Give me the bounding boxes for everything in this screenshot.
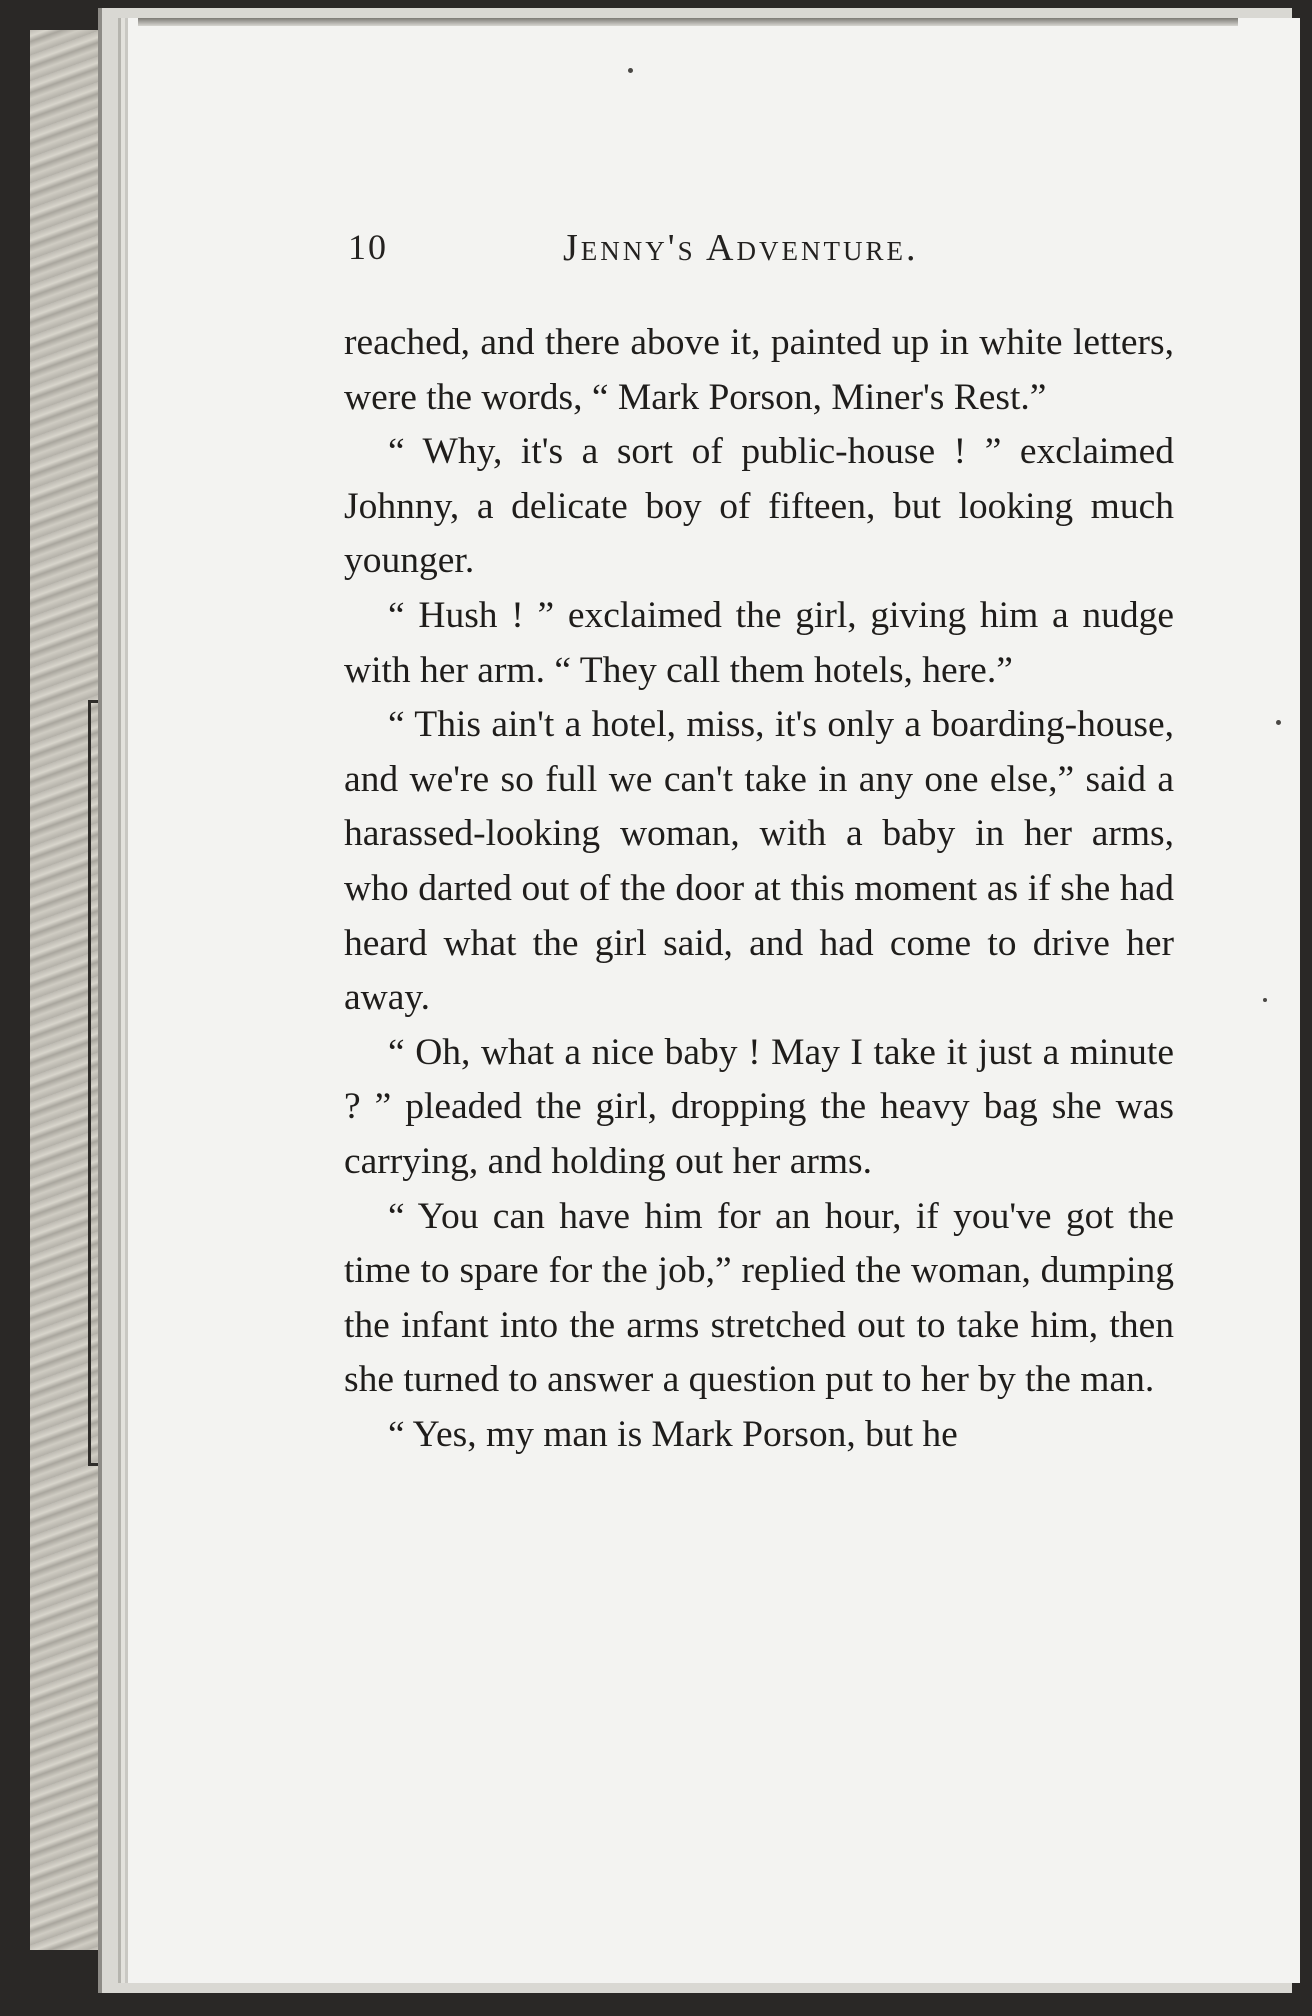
paragraph: “ Yes, my man is Mark Porson, but he (388, 1413, 958, 1455)
page-top-shadow (138, 18, 1238, 26)
running-title: Jenny's Adventure. (563, 227, 919, 269)
body-text (344, 316, 1174, 1462)
book-page (128, 18, 1300, 1983)
paragraph: “ You can have him for an hour, if you've got the time to spare for the job,” replied the woman, dumping the infant into the arms stretched out to take him, then she turned to answer a question put to her by the man. (344, 1195, 1174, 1401)
paragraph: “ Oh, what a nice baby ! May I take it just a minute ? ” pleaded the girl, dropping the heavy bag she was carrying, and holding out her arms. (344, 1031, 1174, 1182)
running-header (348, 226, 1148, 286)
dust-speck (1263, 998, 1267, 1002)
paragraph: reached, and there above it, painted up in white letters, were the words, “ Mark Porson, Miner's Rest.” (344, 322, 1174, 418)
dust-speck (1276, 720, 1281, 725)
page-number: 10 (348, 227, 388, 267)
paragraph: “ This ain't a hotel, miss, it's only a boarding-house, and we're so full we can't take in any one else,” said a harassed-looking woman, with a baby in her arms, who darted out of the door at this moment as if she had heard what the girl said, and had come to drive her away. (344, 704, 1174, 1019)
paragraph: “ Why, it's a sort of public-house ! ” exclaimed Johnny, a delicate boy of fifteen, but looking much younger. (344, 431, 1174, 582)
dust-speck (628, 68, 633, 73)
paragraph: “ Hush ! ” exclaimed the girl, giving him a nudge with her arm. “ They call them hotels, here.” (344, 594, 1174, 691)
